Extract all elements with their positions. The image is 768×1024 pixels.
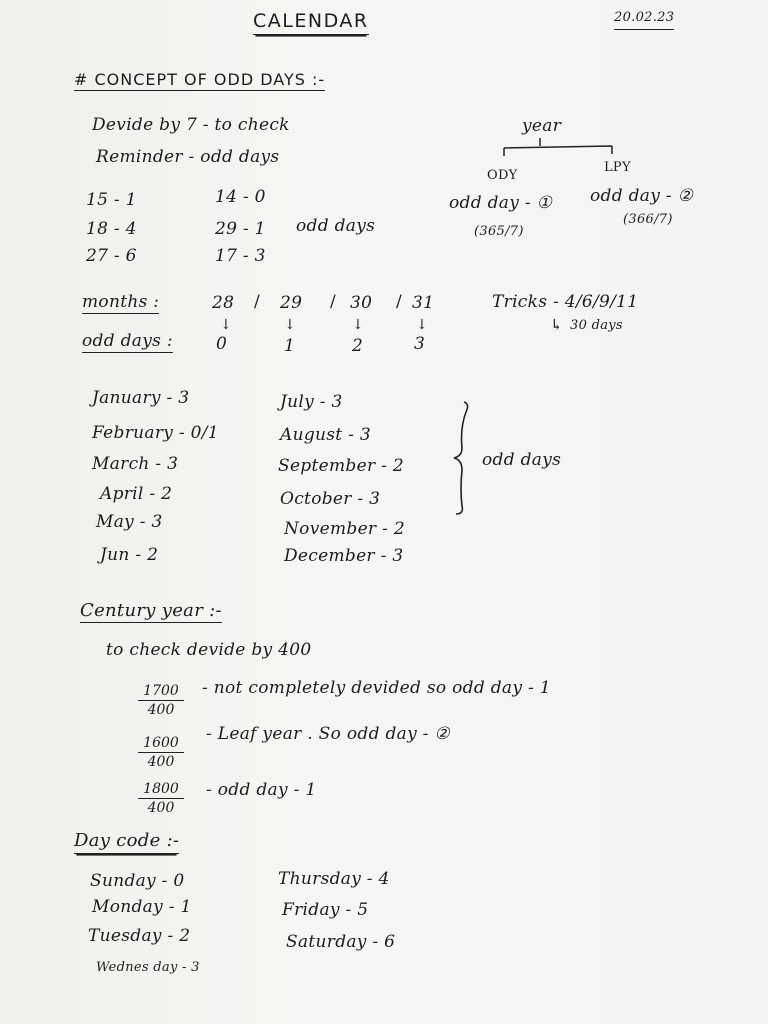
example-left: 18 - 4 — [86, 219, 137, 239]
tree-right-calc: (366/7) — [623, 212, 673, 227]
month-odd-days: April - 2 — [100, 484, 173, 504]
day-code: Sunday - 0 — [90, 871, 185, 891]
rule-divide: Devide by 7 - to check — [92, 115, 290, 135]
tricks-30-days: 30 days — [570, 318, 623, 333]
numerator: 1800 — [138, 780, 184, 799]
month-odd-days: May - 3 — [96, 512, 163, 532]
month-odd-days: January - 3 — [92, 388, 190, 408]
section-heading-day-code: Day code :- — [74, 830, 179, 854]
month-odd-days: March - 3 — [92, 454, 179, 474]
tricks-note: Tricks - 4/6/9/11 — [492, 292, 639, 312]
century-rule: to check devide by 400 — [106, 640, 312, 660]
month-odd-days: November - 2 — [284, 519, 405, 539]
odd-days-row-label: odd days : — [82, 331, 173, 351]
month-length: 30 — [350, 293, 373, 313]
century-row-text: - not completely devided so odd day - 1 — [202, 678, 551, 698]
century-row-text: - odd day - 1 — [206, 780, 317, 800]
odd-day-value: 3 — [414, 334, 426, 354]
month-length: 29 — [280, 293, 303, 313]
tree-root-year: year — [522, 116, 562, 136]
months-label: months : — [82, 292, 160, 312]
day-code: Thursday - 4 — [278, 869, 390, 889]
numerator: 1600 — [138, 734, 184, 753]
tree-left-odd-day: odd day - ① — [449, 193, 553, 213]
arrow-down-icon: ↓ — [220, 317, 232, 333]
separator: / — [254, 292, 261, 312]
example-left: 15 - 1 — [86, 190, 137, 210]
example-left: 27 - 6 — [86, 246, 137, 266]
month-odd-days: August - 3 — [280, 425, 371, 445]
month-odd-days: Jun - 2 — [100, 545, 159, 565]
fraction-1800-400 — [138, 780, 184, 817]
fraction-1600-400 — [138, 734, 184, 771]
page-date: 20.02.23 — [614, 10, 674, 30]
separator: / — [330, 292, 337, 312]
example-right: 29 - 1 — [215, 219, 266, 239]
odd-day-value: 0 — [216, 334, 228, 354]
denominator: 400 — [147, 800, 175, 816]
section-heading-century: Century year :- — [80, 600, 222, 621]
arrow-down-icon: ↓ — [284, 317, 296, 333]
month-odd-days: September - 2 — [278, 456, 404, 476]
tree-left-branch: ODY — [487, 168, 518, 183]
rule-remainder: Reminder - odd days — [96, 147, 280, 167]
numerator: 1700 — [138, 682, 184, 701]
denominator: 400 — [147, 702, 175, 718]
odd-days-label: odd days — [296, 216, 376, 236]
odd-day-value: 2 — [352, 336, 364, 356]
separator: / — [396, 292, 403, 312]
arrow-down-icon: ↓ — [416, 317, 428, 333]
months-brace-label: odd days — [482, 450, 562, 470]
tree-left-calc: (365/7) — [474, 224, 524, 239]
day-code: Saturday - 6 — [286, 932, 396, 952]
month-odd-days: December - 3 — [284, 546, 404, 566]
month-odd-days: July - 3 — [280, 392, 343, 412]
example-right: 17 - 3 — [215, 246, 266, 266]
century-row-text: - Leaf year . So odd day - ② — [206, 724, 450, 744]
month-odd-days: October - 3 — [280, 489, 381, 509]
arrow-down-icon: ↓ — [352, 317, 364, 333]
odd-day-value: 1 — [284, 336, 296, 356]
month-length: 28 — [212, 293, 235, 313]
month-odd-days: February - 0/1 — [92, 423, 219, 443]
arrow-turn-right-icon: ↳ — [550, 316, 563, 334]
tree-right-odd-day: odd day - ② — [590, 186, 694, 206]
month-length: 31 — [412, 293, 435, 313]
section-heading-odd-days: # CONCEPT OF ODD DAYS :- — [74, 70, 326, 89]
curly-brace — [440, 398, 480, 518]
day-code: Wednes day - 3 — [96, 960, 200, 975]
tree-right-branch: LPY — [604, 160, 631, 175]
fraction-1700-400 — [138, 682, 184, 719]
page-title: CALENDAR — [253, 10, 369, 35]
day-code: Tuesday - 2 — [88, 926, 191, 946]
day-code: Friday - 5 — [282, 900, 369, 920]
denominator: 400 — [147, 754, 175, 770]
day-code: Monday - 1 — [92, 897, 192, 917]
example-right: 14 - 0 — [215, 187, 266, 207]
tree-branch-lines — [500, 134, 620, 164]
